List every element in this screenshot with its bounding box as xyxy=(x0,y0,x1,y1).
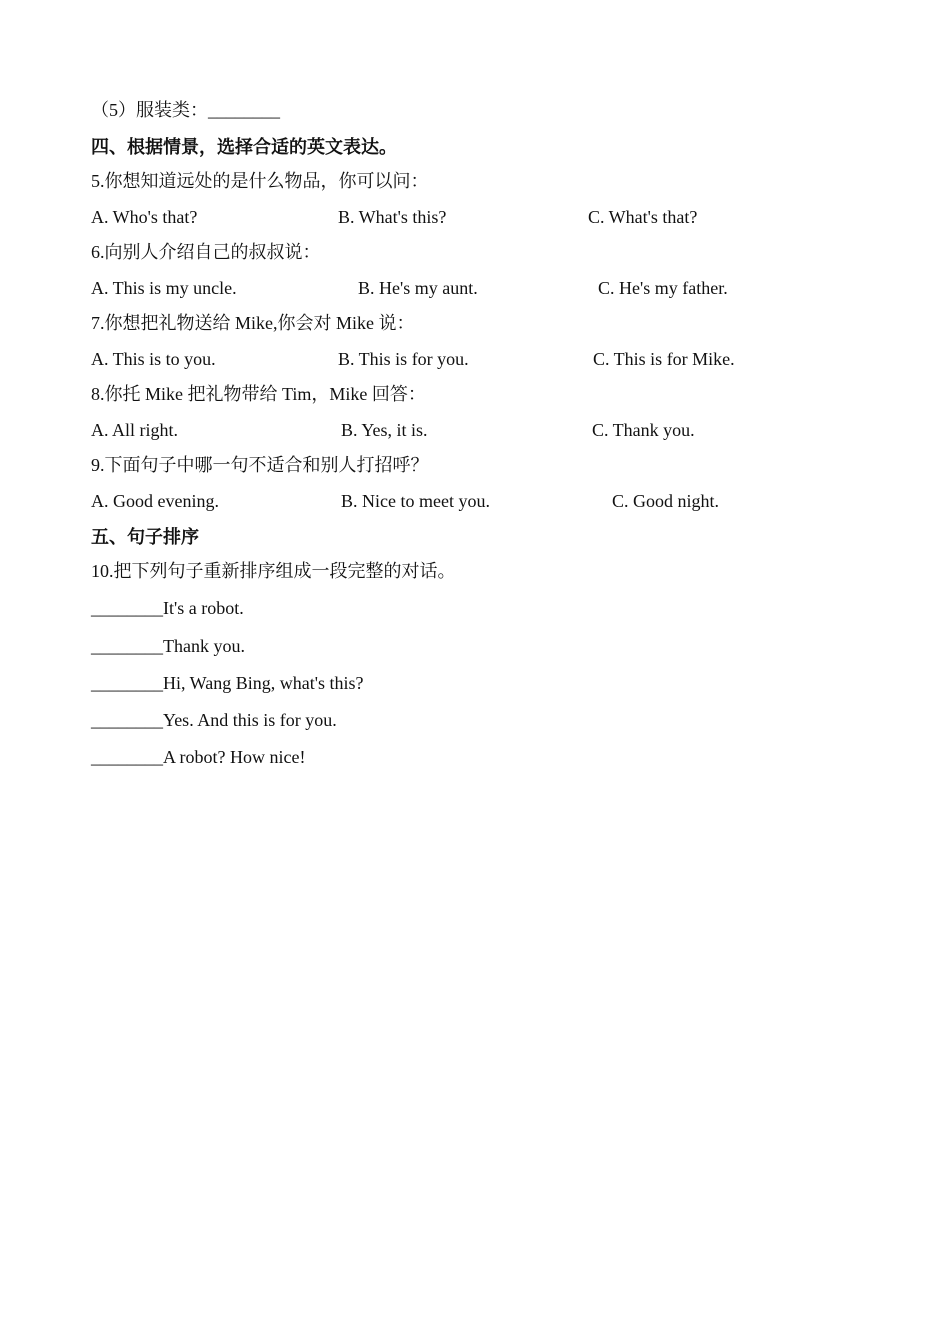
ordering-sentence: ________A robot? How nice! xyxy=(91,747,306,767)
ordering-sentence: ________Hi, Wang Bing, what's this? xyxy=(91,673,364,693)
question-8-option-c: C. Thank you. xyxy=(592,420,695,440)
ordering-sentence: ________Thank you. xyxy=(91,636,245,656)
question-7-stem: 7.你想把礼物送给 Mike,你会对 Mike 说： xyxy=(91,313,415,333)
question-5-option-b: B. What's this? xyxy=(338,207,447,227)
question-9-option-a: A. Good evening. xyxy=(91,491,219,511)
section-five-heading: 五、句子排序 xyxy=(91,527,199,547)
question-6-stem: 6.向别人介绍自己的叔叔说： xyxy=(91,242,321,262)
question-8-option-a: A. All right. xyxy=(91,420,179,440)
question-5-option-c: C. What's that? xyxy=(588,207,698,227)
question-10-instruction: 10.把下列句子重新排序组成一段完整的对话。 xyxy=(91,561,456,581)
section-four-heading: 四、根据情景，选择合适的英文表达。 xyxy=(91,137,397,157)
question-9-option-b: B. Nice to meet you. xyxy=(341,491,490,511)
question-7-option-a: A. This is to you. xyxy=(91,349,216,369)
question-8-stem: 8.你托 Mike 把礼物带给 Tim，Mike 回答： xyxy=(91,384,426,404)
question-6-option-c: C. He's my father. xyxy=(598,278,728,298)
question-9-option-c: C. Good night. xyxy=(612,491,720,511)
ordering-sentence: ________It's a robot. xyxy=(91,598,244,618)
question-9-stem: 9.下面句子中哪一句不适合和别人打招呼？ xyxy=(91,455,429,475)
clothing-category-item: （5）服装类：________ xyxy=(91,100,280,120)
question-8-option-b: B. Yes, it is. xyxy=(341,420,428,440)
ordering-sentence: ________Yes. And this is for you. xyxy=(91,710,337,730)
question-6-option-a: A. This is my uncle. xyxy=(91,278,237,298)
question-7-option-c: C. This is for Mike. xyxy=(593,349,735,369)
question-5-option-a: A. Who's that? xyxy=(91,207,198,227)
question-5-stem: 5.你想知道远处的是什么物品，你可以问： xyxy=(91,171,429,191)
question-7-option-b: B. This is for you. xyxy=(338,349,469,369)
question-6-option-b: B. He's my aunt. xyxy=(358,278,478,298)
